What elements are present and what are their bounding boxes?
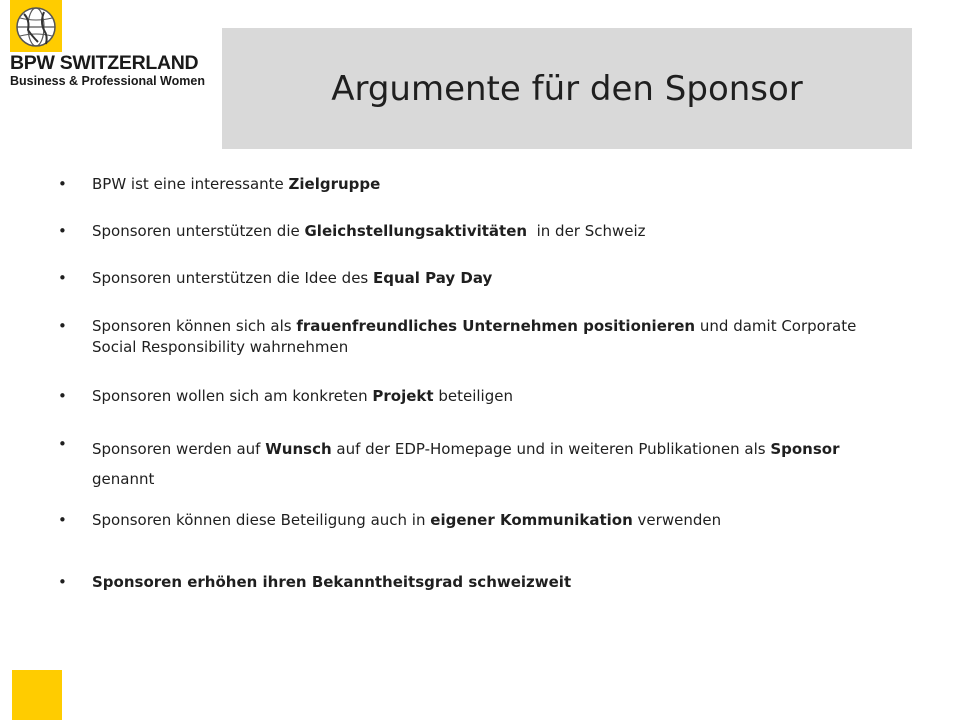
bullet-marker: • — [58, 511, 67, 529]
bullet-marker: • — [58, 435, 67, 453]
bullet-item — [92, 221, 892, 242]
bullet-text: Sponsoren unterstützen die Idee des — [92, 269, 374, 287]
bullet-text: Sponsoren können diese Beteiligung auch in — [92, 511, 431, 529]
bullet-marker: • — [58, 573, 67, 591]
bullet-item — [92, 268, 892, 289]
bullet-text: beteiligen — [433, 387, 513, 405]
bullet-text: verwenden — [632, 511, 722, 529]
bullet-text-bold: Equal Pay Day — [373, 269, 493, 287]
bullet-marker: • — [58, 175, 67, 193]
bullet-marker: • — [58, 222, 67, 240]
bullet-text: genannt — [92, 470, 155, 488]
bullet-text: auf der EDP-Homepage und in weiteren Publikationen als — [331, 440, 771, 458]
slide-title: Argumente für den Sponsor — [331, 68, 803, 109]
bullet-text-bold: Sponsor — [770, 440, 840, 458]
bullet-item — [92, 572, 892, 593]
bullet-text-bold: frauenfreundliches Unternehmen positionieren — [296, 317, 696, 335]
bullet-text-bold: Zielgruppe — [288, 175, 381, 193]
bullet-item — [92, 174, 892, 195]
bullet-item — [92, 434, 892, 494]
bullet-marker: • — [58, 269, 67, 287]
bullet-text: Sponsoren werden auf — [92, 440, 266, 458]
logo-title: BPW SWITZERLAND — [10, 52, 199, 74]
bullet-text: Sponsoren unterstützen die — [92, 222, 305, 240]
bullet-text: und damit Corporate Social Responsibility wahrnehmen — [92, 317, 857, 356]
bullet-text-bold: Wunsch — [265, 440, 332, 458]
bullet-text: in der Schweiz — [527, 222, 646, 240]
accent-square — [12, 670, 62, 720]
bullet-text-bold: Projekt — [372, 387, 434, 405]
bullet-marker: • — [58, 387, 67, 405]
bullet-marker: • — [58, 317, 67, 335]
bullet-text: BPW ist eine interessante — [92, 175, 289, 193]
bullet-text-bold: Gleichstellungsaktivitäten — [304, 222, 528, 240]
bullet-text: Sponsoren wollen sich am konkreten — [92, 387, 373, 405]
bullet-text-bold: Sponsoren erhöhen ihren Bekanntheitsgrad schweizweit — [92, 573, 572, 591]
bullet-item — [92, 386, 892, 407]
bullet-text: Sponsoren können sich als — [92, 317, 297, 335]
bullet-item — [92, 316, 892, 358]
logo-subtitle: Business & Professional Women — [10, 74, 205, 88]
bullet-text-bold: eigener Kommunikation — [430, 511, 633, 529]
bullet-item — [92, 510, 892, 531]
